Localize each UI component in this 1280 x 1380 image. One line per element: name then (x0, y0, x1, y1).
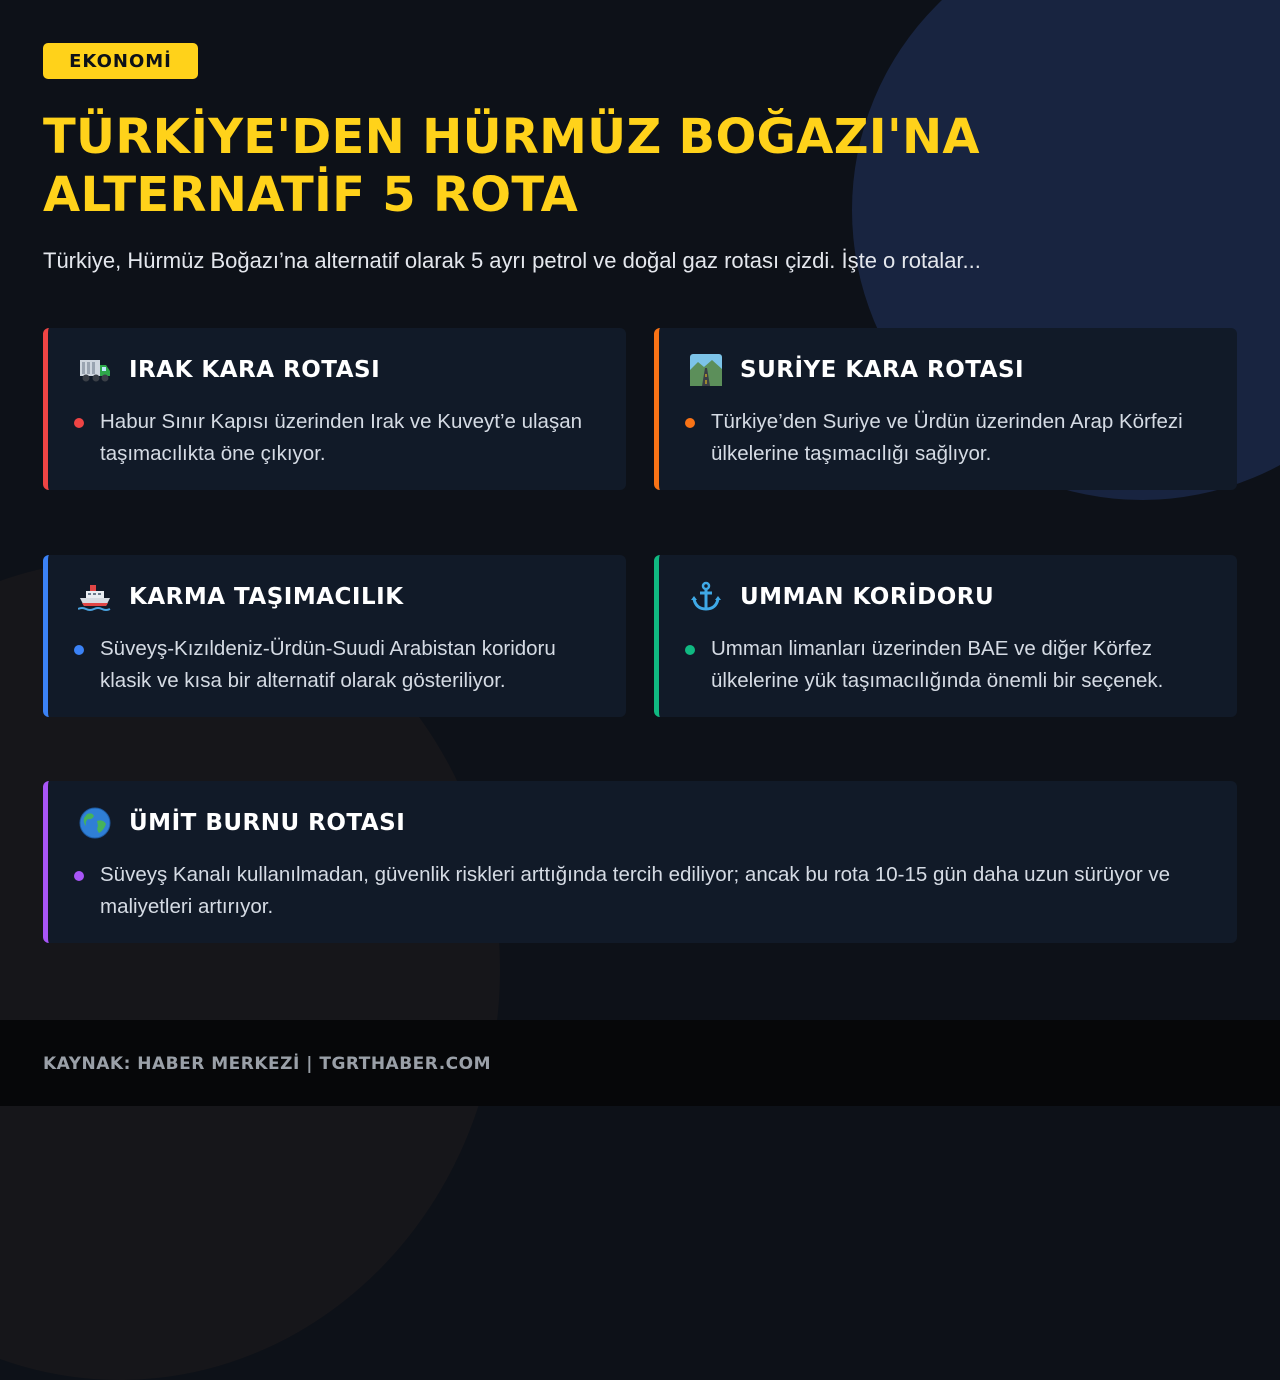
card-title: UMMAN KORİDORU (740, 584, 995, 610)
bullet-dot (74, 871, 84, 881)
card-title: IRAK KARA ROTASI (129, 357, 381, 383)
page-subtitle: Türkiye, Hürmüz Boğazı’na alternatif olarak 5 ayrı petrol ve doğal gaz rotası çizdi. İşte o rotalar... (43, 248, 981, 273)
card-title: ÜMİT BURNU ROTASI (129, 810, 406, 836)
source-credit: KAYNAK: HABER MERKEZİ | TGRTHABER.COM (43, 1054, 491, 1074)
card-title: SURİYE KARA ROTASI (740, 357, 1025, 383)
card-text: Süveyş-Kızıldeniz-Ürdün-Suudi Arabistan koridoru klasik ve kısa bir alternatif olarak gösteriliyor. (100, 637, 556, 692)
route-card-karma (43, 555, 626, 717)
bullet-dot (74, 645, 84, 655)
card-header (77, 805, 405, 841)
card-text: Habur Sınır Kapısı üzerinden Irak ve Kuveyt’e ulaşan taşımacılıkta öne çıkıyor. (100, 410, 583, 465)
footer (0, 1020, 1280, 1106)
card-header (688, 579, 994, 615)
road-icon (688, 352, 724, 388)
bullet-dot (685, 645, 695, 655)
card-text: Süveyş Kanalı kullanılmadan, güvenlik riskleri arttığında tercih ediliyor; ancak bu rota 10-15 gün daha uzun sürüyor ve maliyetleri artırıyor. (100, 863, 1171, 918)
card-header (77, 352, 380, 388)
card-text: Umman limanları üzerinden BAE ve diğer Körfez ülkelerine yük taşımacılığında önemli bir seçenek. (711, 637, 1164, 692)
route-card-umit-burnu (43, 781, 1237, 943)
route-card-irak (43, 328, 626, 490)
card-header (77, 579, 404, 615)
category-badge: EKONOMİ (43, 43, 198, 79)
page-title: TÜRKİYE'DEN HÜRMÜZ BOĞAZI'NA ALTERNATİF 5 ROTA (43, 109, 980, 223)
route-card-suriye (654, 328, 1237, 490)
card-text: Türkiye’den Suriye ve Ürdün üzerinden Arap Körfezi ülkelerine taşımacılığı sağlıyor. (711, 410, 1183, 465)
bullet-dot (685, 418, 695, 428)
ship-icon (77, 579, 113, 615)
route-card-umman (654, 555, 1237, 717)
card-title: KARMA TAŞIMACILIK (129, 584, 404, 610)
card-header (688, 352, 1024, 388)
bullet-dot (74, 418, 84, 428)
anchor-icon (688, 579, 724, 615)
truck-icon (77, 352, 113, 388)
globe-icon (77, 805, 113, 841)
